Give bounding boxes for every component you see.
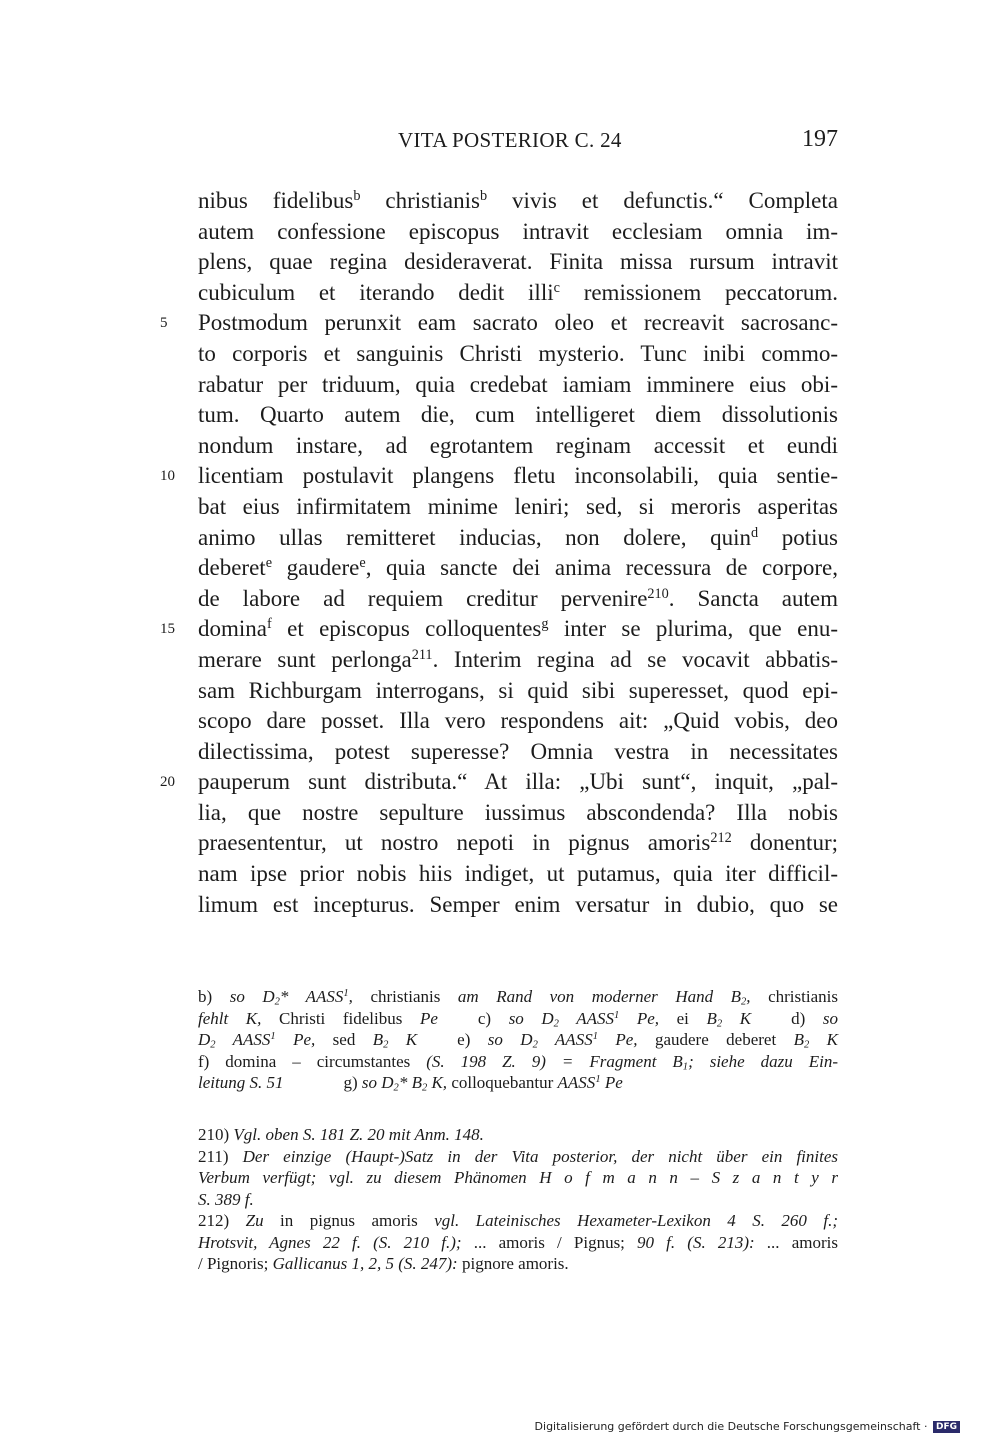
- text-line: pauperum sunt distributa.“ At illa: „Ubi sunt“, inquit, „pal-: [198, 769, 838, 795]
- footnote-212-cont: Hrotsvit, Agnes 22 f. (S. 210 f.); ... amoris / Pignus; 90 f. (S. 213): ... amoris: [198, 1232, 838, 1252]
- text-line: plens, quae regina desideraverat. Finita missa rursum intravit: [198, 249, 838, 275]
- critical-apparatus: [198, 986, 838, 1094]
- footnote-212-end: / Pignoris; Gallicanus 1, 2, 5 (S. 247): pignore amoris.: [198, 1254, 569, 1273]
- line-number-20: 20: [160, 774, 175, 791]
- page-number: 197: [802, 126, 838, 152]
- text-line: nibus fidelibus$^b$ christianis$^b$ vivis et defunctis.“ Completa: [198, 188, 838, 213]
- text-line: limum est incepturus. Semper enim versatur in dubio, quo se: [198, 891, 838, 917]
- text-line: cubiculum et iterando dedit illi$^c$ remissionem peccatorum.: [198, 279, 839, 305]
- main-text: [198, 186, 838, 920]
- text-line: nam ipse prior nobis hiis indiget, ut putamus, quia iter difficil-: [198, 861, 838, 887]
- running-header: [198, 128, 838, 162]
- footnotes: [198, 1124, 838, 1275]
- digitization-credit: Digitalisierung gefördert durch die Deutsche Forschungsgemeinschaft · DFG: [535, 1420, 960, 1433]
- text-line: nondum instare, ad egrotantem reginam accessit et eundi: [198, 432, 838, 458]
- text-line: rabatur per triduum, quia credebat iamiam imminere eius obi-: [198, 371, 838, 397]
- footnote-211: 211) Der einzige (Haupt-)Satz in der Vita posterior, der nicht über ein finites: [198, 1146, 838, 1166]
- apparatus-line: b) so $D_2*$ AASS$^1$, christianis am Rand von moderner Hand $B_2$, christianis: [198, 987, 838, 1008]
- text-line: praesententur, ut nostro nepoti in pignus amoris$^{212}$ donentur;: [198, 830, 839, 856]
- text-line: de labore ad requiem creditur pervenire$^{210}$. Sancta autem: [198, 585, 838, 611]
- footnote-211-cont: Verbum verfügt; vgl. zu diesem Phänomen H o f m a n n – S z a n t y r: [198, 1168, 838, 1187]
- text-line: lia, que nostre sepulture iussimus abscondenda? Illa nobis: [198, 799, 838, 825]
- text-line: licentiam postulavit plangens fletu inconsolabili, quia sentie-: [198, 463, 838, 489]
- credit-text: Digitalisierung gefördert durch die Deutsche Forschungsgemeinschaft: [534, 1420, 921, 1433]
- footnote-210: 210) Vgl. oben S. 181 Z. 20 mit Anm. 148.: [198, 1125, 484, 1144]
- text-line: merare sunt perlonga$^{211}$. Interim regina ad se vocavit abbatis-: [198, 646, 838, 672]
- text-line: to corporis et sanguinis Christi mysterio. Tunc inibi commo-: [198, 340, 838, 366]
- running-title: VITA POSTERIOR C. 24: [398, 128, 622, 152]
- text-line: animo ullas remitteret inducias, non dolere, quin$^d$ potius: [198, 524, 839, 550]
- text-line: tum. Quarto autem die, cum intelligeret diem dissolutionis: [198, 402, 838, 428]
- text-line: domina$^f$ et episcopus colloquentes$^g$ inter se plurima, que enu-: [198, 616, 838, 642]
- line-number-5: 5: [160, 315, 168, 332]
- line-number-15: 15: [160, 621, 175, 638]
- footnote-212: 212) Zu in pignus amoris vgl. Lateinisches Hexameter-Lexikon 4 S. 260 f.;: [198, 1211, 838, 1230]
- text-line: scopo dare posset. Illa vero respondens ait: „Quid vobis, deo: [198, 708, 838, 734]
- text-line: autem confessione episcopus intravit ecclesiam omnia im-: [198, 218, 838, 244]
- apparatus-line: leitung S. 51 g) so $D_2*$ $B_2$ K, colloquebantur AASS$^1$ Pe: [198, 1073, 623, 1094]
- text-line: sam Richburgam interrogans, si quid sibi superesset, quod epi-: [198, 677, 838, 703]
- text-line: deberet$^e$ gaudere$^e$, quia sancte dei anima recessura de corpore,: [198, 555, 838, 581]
- apparatus-line: f) domina – circumstantes (S. 198 Z. 9) = Fragment $B_1$; siehe dazu Ein-: [198, 1051, 838, 1073]
- apparatus-line: fehlt K, Christi fidelibus Pe c) so $D_2$ AASS$^1$ Pe, ei $B_2$ K d) so: [198, 1008, 838, 1030]
- text-line: bat eius infirmitatem minime leniri; sed, si meroris asperitas: [198, 493, 838, 519]
- apparatus-line: $D_2$ AASS$^1$ Pe, sed $B_2$ K e) so $D_2$ AASS$^1$ Pe, gaudere deberet $B_2$ K: [198, 1030, 838, 1051]
- dfg-logo: DFG: [933, 1421, 960, 1433]
- text-line: Postmodum perunxit eam sacrato oleo et recreavit sacrosanc-: [198, 310, 838, 336]
- text-line: dilectissima, potest superesse? Omnia vestra in necessitates: [198, 738, 838, 764]
- line-number-10: 10: [160, 468, 175, 485]
- footnote-211-end: S. 389 f.: [198, 1189, 254, 1209]
